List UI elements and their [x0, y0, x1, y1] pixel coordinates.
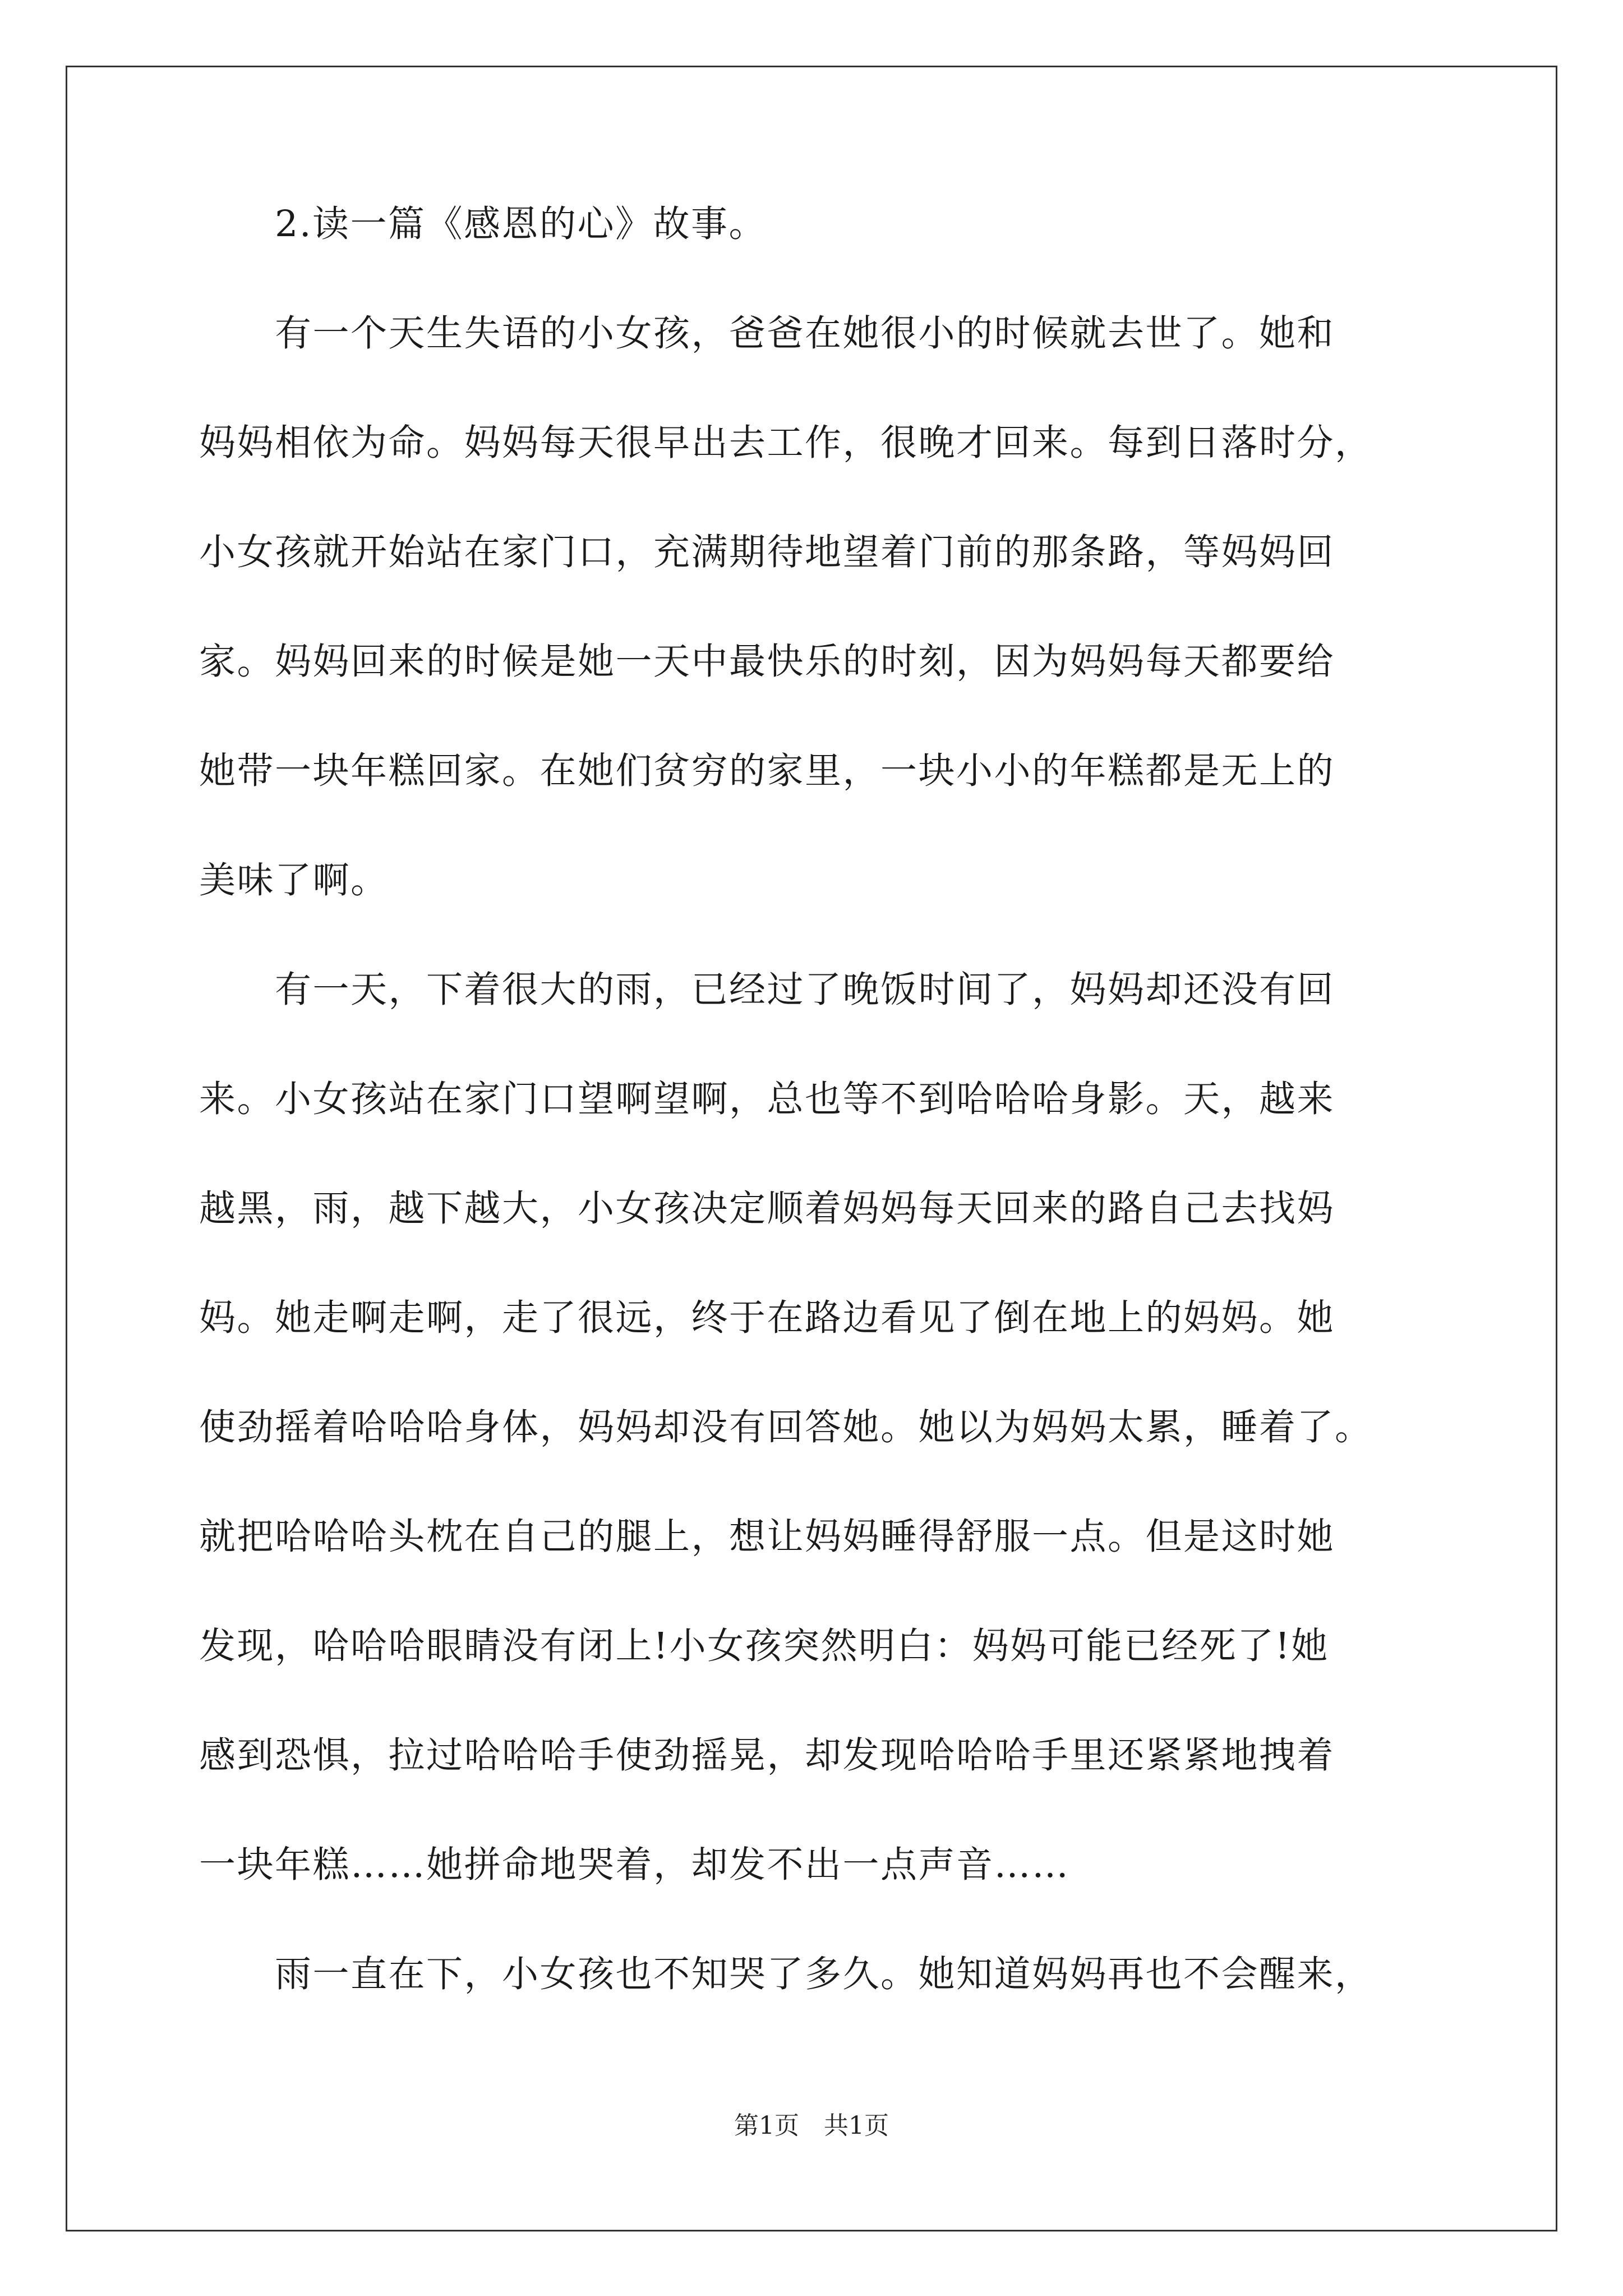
- page-footer: 第1页 共1页: [734, 2111, 889, 2140]
- paragraph-heading: 2.读一篇《感恩的心》故事。: [275, 203, 767, 245]
- text-line: 来。小女孩站在家门口望啊望啊，总也等不到哈哈哈身影。天，越来: [199, 1078, 1335, 1120]
- text-line: 妈。她走啊走啊，走了很远，终于在路边看见了倒在地上的妈妈。她: [199, 1297, 1335, 1339]
- text-line: 就把哈哈哈头枕在自己的腿上，想让妈妈睡得舒服一点。但是这时她: [199, 1516, 1335, 1558]
- text-line: 小女孩就开始站在家门口，充满期待地望着门前的那条路，等妈妈回: [199, 531, 1335, 573]
- text-line: 一块年糕……她拼命地哭着，却发不出一点声音……: [199, 1844, 1070, 1886]
- text-line: 有一天，下着很大的雨，已经过了晚饭时间了，妈妈却还没有回: [275, 969, 1335, 1011]
- text-line: 感到恐惧，拉过哈哈哈手使劲摇晃，却发现哈哈哈手里还紧紧地拽着: [199, 1734, 1335, 1777]
- text-line: 她带一块年糕回家。在她们贫穷的家里，一块小小的年糕都是无上的: [199, 750, 1335, 792]
- text-line: 美味了啊。: [199, 859, 389, 901]
- text-line: 家。妈妈回来的时候是她一天中最快乐的时刻，因为妈妈每天都要给: [199, 641, 1335, 683]
- text-line: 妈妈相依为命。妈妈每天很早出去工作，很晚才回来。每到日落时分，: [199, 422, 1373, 464]
- text-line: 雨一直在下，小女孩也不知哭了多久。她知道妈妈再也不会醒来，: [275, 1953, 1373, 1995]
- text-line: 使劲摇着哈哈哈身体，妈妈却没有回答她。她以为妈妈太累，睡着了。: [199, 1406, 1373, 1448]
- text-line: 有一个天生失语的小女孩，爸爸在她很小的时候就去世了。她和: [275, 312, 1335, 355]
- page-border: [66, 66, 1557, 2231]
- text-line: 越黑，雨，越下越大，小女孩决定顺着妈妈每天回来的路自己去找妈: [199, 1188, 1335, 1230]
- text-line: 发现，哈哈哈眼睛没有闭上!小女孩突然明白：妈妈可能已经死了!她: [199, 1625, 1329, 1667]
